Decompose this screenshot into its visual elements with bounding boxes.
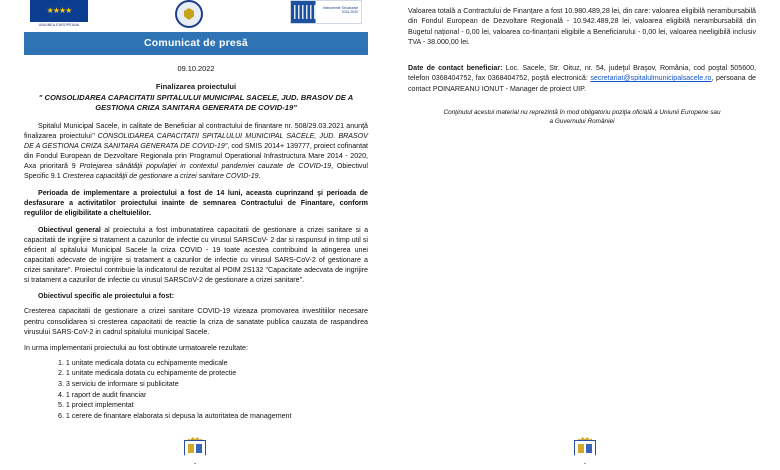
city-crest-icon (180, 438, 210, 468)
paragraph-implementation-period (24, 188, 368, 218)
page-title: Finalizarea proiectului (155, 82, 237, 91)
general-objective-label: Obiectivul general (38, 226, 101, 235)
p1-project-name: " CONSOLIDAREA CAPACITATII SPITALULUI MUNICIPAL SACELE, JUD. BRASOV DE A GESTIONA CRIZA SANITARA GENERATA DE COVID-19" (24, 131, 369, 150)
list-item: 4. 1 raport de audit financiar (58, 390, 147, 399)
government-seal-icon (174, 0, 204, 24)
contact-text-2: , persoana de contact POINAREANU IONUT - Manager de proiect UIP. (408, 74, 756, 93)
structural-instruments-icon (290, 0, 362, 24)
eu-logo-caption: UNIUNEA EUROPEANA (38, 23, 80, 27)
contact-label: Date de contact beneficiar: (408, 64, 503, 73)
document-title-block (24, 82, 368, 114)
eu-logo (30, 0, 88, 27)
list-item: 6. 1 cerere de finantare elaborata si depusa la autoritatea de management (58, 411, 292, 420)
paragraph-announcement (24, 121, 368, 181)
press-release-banner: Comunicat de presă (24, 32, 368, 55)
project-title: " CONSOLIDAREA CAPACITATII SPITALULUI MUNICIPAL SACELE, JUD. BRASOV DE A GESTIONA CRIZA SANITARA GENERATA DE COVID-19" (38, 93, 354, 113)
p1-objective-name: Cresterea capacităţii de gestionare a crizei sanitare COVID-19 (62, 171, 259, 180)
disclaimer-line-2: a Guvernului României (549, 118, 615, 126)
p1-part-c: , cod SMIS 2014+ 139777, proiect cofinantat din Fondul European de Dezvoltare Regionala prin Programul Operational Infrastructura Mare 2014 - 2020, Axa prioritară 9 (24, 141, 368, 170)
p1-part-e: , Obiectivul Specific 9.1 (24, 161, 368, 180)
list-item: 5. 1 proiect implementat (58, 401, 134, 410)
disclaimer-text (408, 108, 756, 127)
paragraph-general-objective (24, 225, 368, 285)
footer-crest-left (0, 438, 390, 468)
results-list (24, 358, 368, 422)
list-item: 3. 3 serviciu de informare si publicitate (58, 379, 179, 388)
list-item: 2. 1 unitate medicala dotata cu echipamente de protectie (58, 369, 237, 378)
structural-instruments-logo (290, 0, 362, 24)
p1-axis-name: Protejarea sănătăţii populaţiei in contextul pandemiei cauzate de COVID-19 (79, 161, 332, 170)
header-logo-strip (24, 0, 368, 26)
city-crest-icon (570, 438, 600, 468)
government-logo (174, 0, 204, 24)
p1-part-g: . (258, 171, 261, 180)
footer-crest-right (390, 438, 780, 468)
paragraph-funding-value: Valoarea totală a Contractului de Finanțare a fost 10.980.489,28 lei, din care: valoarea eligibilă nerambursabilă din Fondul European de Dezvoltare Regională - 10.942.489,28 lei, valoarea eligibilă nerambursabilă din Bugetul național - 0,00 lei, valoarea co-finanțarii eligibile a Beneficiarului - 0,00 lei, valoarea neeligibilă inclusiv TVA - 38.000,00 lei. (408, 7, 756, 46)
specific-objective-label: Obiectivul specific (38, 292, 101, 301)
general-objective-text: al proiectului a fost imbunatatirea capacitatii de gestionare a crizei sanitare si a capacitatii de ingrijire si tratament a cazurilor de infectie cu virusul SARSCoV- 2 dar si raspunsul in timp util si eficient al spitalului Municipal Sacele la criza COVID - 19 toate acestea contribuind la atingerea unei capacitati adecvate de ingrijire si tratament a cazurilor de infectie cu virusul SARS-CoV-2 of gestionare a crizei sanitare". Proiectul contribuie la indicatorul de rezultat al POIM 2S132 "Capacitate adecvata de ingrijire si tratament a cazurilor de infectie cu virusul SARSCoV-2 de gestionare a crizei sanitare". (24, 226, 369, 285)
eu-flag-icon (30, 0, 88, 22)
list-item: 1. 1 unitate medicala dotata cu echipamente medicale (58, 358, 228, 367)
structural-caption-2: 2014-2020 (341, 10, 358, 15)
disclaimer-line-1: Conţinutul acestui material nu reprezintă în mod obligatoriu poziţia oficială a Uniunii Europene sau (443, 108, 721, 116)
paragraph-specific-objective (24, 292, 368, 300)
structural-caption-1: Instrumente Structurale (322, 6, 358, 10)
eu-stars-icon: ★★★★ (46, 6, 72, 15)
document-date: 09.10.2022 (177, 64, 215, 73)
specific-objective-text: ale proiectului a fost: (100, 292, 175, 301)
paragraph-contact-details (408, 63, 756, 94)
right-column (390, 0, 780, 470)
p1-part-a: Spitalul Municipal Sacele, in calitate de Beneficiar al contractului de finantare nr. 508/29.03.2021 anunţă finalizarea proiectului (24, 121, 368, 140)
paragraph-capacity-growth: Cresterea capacitatii de gestionare a crizei sanitare COVID-19 vizeaza promovarea investitiilor necesare pentru consolidarea si cresterea capacitatii de reactie la criza de sanatate publica cauzata de raspandirea virusului SARS-CoV-2 in cadrul spitalului municipal Sacele. (24, 307, 368, 336)
p2-lead: Perioada de implementare a proiectului a fost de 14 luni, aceasta cuprinzand şi perioada de desfasurare a activitatilor proiectului inainte de semnarea Contractului de Finantare, conform regulilor de eligibilitate a cheltuielilor. (24, 188, 368, 217)
contact-email-link[interactable]: secretariat@spitalulmunicipalsacele.ro (590, 74, 712, 83)
contact-text-1: Loc. Sacele, Str. Oituz, nr. 54, judeţul Braşov, România, cod poştal 505600, telefon 0368404752, fax 0368404752, poştă electronică: (408, 64, 756, 83)
paragraph-results-intro: In urma implementarii proiectului au fost obtinute urmatoarele rezultate: (24, 343, 248, 352)
